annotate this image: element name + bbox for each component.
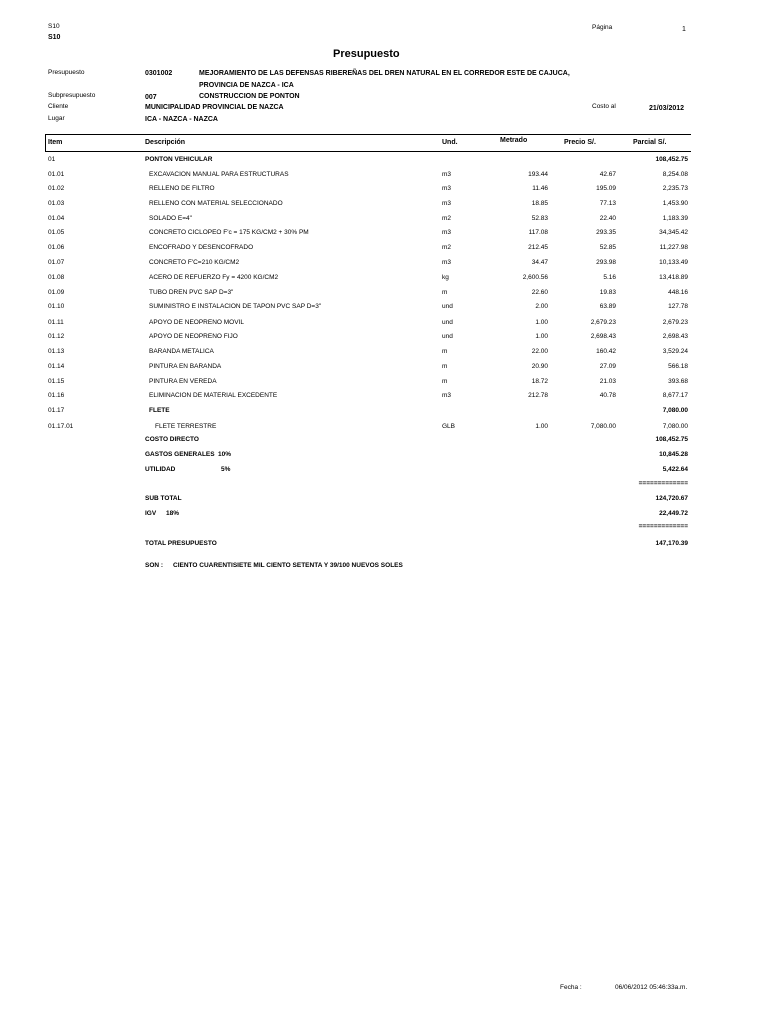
subtotal-value: 124,720.67 (655, 495, 688, 502)
table-row (0, 320, 768, 330)
row-desc: ELIMINACION DE MATERIAL EXCEDENTE (149, 392, 278, 399)
row-und: GLB (442, 423, 456, 430)
row-parcial: 7,080.00 (662, 423, 688, 430)
row-item: 01.15 (48, 378, 65, 385)
row-precio: 2,679.23 (590, 319, 616, 326)
row-precio: 27.09 (599, 363, 616, 370)
row-metrado: 212.45 (528, 244, 548, 251)
cliente-value: MUNICIPALIDAD PROVINCIAL DE NAZCA (145, 104, 284, 111)
row-desc: FLETE TERRESTRE (155, 423, 217, 430)
row-parcial: 13,418.89 (659, 274, 688, 281)
row-item: 01.13 (48, 348, 65, 355)
page-title: Presupuesto (333, 48, 400, 60)
row-item: 01 (48, 156, 56, 163)
igv-pct: 18% (166, 510, 180, 517)
row-precio: 19.83 (599, 289, 616, 296)
col-item: Item (48, 139, 63, 146)
son-label: SON : (145, 562, 164, 569)
row-parcial: 1,183.39 (662, 215, 688, 222)
row-precio: 42.67 (599, 171, 616, 178)
row-metrado: 22.00 (531, 348, 548, 355)
col-metrado: Metrado (500, 137, 528, 144)
row-desc: TUBO DREN PVC SAP D=3" (149, 289, 234, 296)
row-und: m (442, 289, 448, 296)
row-metrado: 34.47 (531, 259, 548, 266)
row-desc: APOYO DE NEOPRENO FIJO (149, 333, 238, 340)
row-parcial: 393.68 (668, 378, 688, 385)
cliente-label: Cliente (48, 103, 69, 110)
row-metrado: 212.78 (528, 392, 548, 399)
row-precio: 40.78 (599, 392, 616, 399)
row-desc: SOLADO E=4" (149, 215, 192, 222)
row-und: m (442, 378, 448, 385)
total-label: TOTAL PRESUPUESTO (145, 540, 217, 547)
row-parcial: 2,235.73 (662, 185, 688, 192)
row-desc: PONTON VEHICULAR (145, 156, 213, 163)
row-item: 01.01 (48, 171, 65, 178)
utilidad-pct: 5% (221, 466, 231, 473)
presupuesto-desc-line1: MEJORAMIENTO DE LAS DEFENSAS RIBEREÑAS DEL DREN NATURAL EN EL CORREDOR ESTE DE CAJUCA, (199, 70, 570, 77)
row-und: m3 (442, 259, 452, 266)
table-row (0, 334, 768, 344)
presupuesto-code: 0301002 (145, 70, 173, 77)
col-descripcion: Descripción (145, 139, 186, 146)
row-item: 01.10 (48, 303, 65, 310)
row-parcial: 127.78 (668, 303, 688, 310)
row-parcial: 566.18 (668, 363, 688, 370)
row-parcial: 1,453.90 (662, 200, 688, 207)
row-und: m3 (442, 200, 452, 207)
row-und: m3 (442, 229, 452, 236)
row-item: 01.04 (48, 215, 65, 222)
row-metrado: 18.85 (531, 200, 548, 207)
row-item: 01.17 (48, 407, 65, 414)
son-text: CIENTO CUARENTISIETE MIL CIENTO SETENTA Y 39/100 NUEVOS SOLES (173, 562, 403, 569)
costo-directo-label: COSTO DIRECTO (145, 436, 199, 443)
row-parcial: 2,698.43 (662, 333, 688, 340)
row-und: m2 (442, 244, 452, 251)
row-parcial: 34,345.42 (659, 229, 688, 236)
row-parcial: 3,529.24 (662, 348, 688, 355)
row-parcial: 11,227.98 (659, 244, 688, 251)
col-und: Und. (442, 139, 458, 146)
row-precio: 5.16 (603, 274, 616, 281)
table-row (0, 245, 768, 255)
subpresupuesto-code: 007 (145, 94, 157, 101)
row-und: m2 (442, 215, 452, 222)
row-metrado: 193.44 (528, 171, 548, 178)
row-parcial: 448.16 (668, 289, 688, 296)
header-left-border (45, 135, 46, 151)
row-precio: 7,080.00 (590, 423, 616, 430)
costo-directo-value: 108,452.75 (655, 436, 688, 443)
row-metrado: 1.00 (535, 333, 548, 340)
system-label: S10 (48, 23, 60, 30)
col-parcial: Parcial S/. (633, 139, 667, 146)
row-desc: PINTURA EN BARANDA (149, 363, 222, 370)
separator-2: ============= (638, 523, 688, 530)
row-desc: BARANDA METALICA (149, 348, 214, 355)
row-item: 01.08 (48, 274, 65, 281)
row-item: 01.06 (48, 244, 65, 251)
row-item: 01.09 (48, 289, 65, 296)
table-row (0, 408, 768, 418)
separator-1: ============= (638, 480, 688, 487)
row-und: m3 (442, 392, 452, 399)
row-und: und (442, 319, 453, 326)
costo-label: Costo al (592, 103, 616, 110)
table-row (0, 424, 768, 434)
row-metrado: 117.08 (528, 229, 548, 236)
row-parcial: 8,254.08 (662, 171, 688, 178)
table-row (0, 230, 768, 240)
table-row (0, 304, 768, 314)
system-label-bold: S10 (48, 34, 61, 41)
row-parcial: 7,080.00 (662, 407, 688, 414)
presupuesto-desc-line2: PROVINCIA DE NAZCA - ICA (199, 82, 294, 89)
row-metrado: 52.83 (531, 215, 548, 222)
col-precio: Precio S/. (564, 139, 596, 146)
row-und: m (442, 363, 448, 370)
table-row (0, 186, 768, 196)
subpresupuesto-desc: CONSTRUCCION DE PONTON (199, 93, 300, 100)
gastos-label: GASTOS GENERALES (145, 451, 215, 458)
row-item: 01.17.01 (48, 423, 74, 430)
table-row (0, 290, 768, 300)
row-item: 01.16 (48, 392, 65, 399)
row-desc: APOYO DE NEOPRENO MOVIL (149, 319, 244, 326)
row-precio: 22.40 (599, 215, 616, 222)
row-parcial: 108,452.75 (655, 156, 688, 163)
row-metrado: 22.60 (531, 289, 548, 296)
row-metrado: 2,600.56 (522, 274, 548, 281)
row-item: 01.14 (48, 363, 65, 370)
table-row (0, 275, 768, 285)
row-desc: PINTURA EN VEREDA (149, 378, 217, 385)
table-row (0, 201, 768, 211)
table-row (0, 216, 768, 226)
row-desc: FLETE (149, 407, 170, 414)
row-desc: SUMINISTRO E INSTALACION DE TAPON PVC SAP D=3" (149, 303, 322, 310)
row-desc: CONCRETO F'C=210 KG/CM2 (149, 259, 240, 266)
row-metrado: 2.00 (535, 303, 548, 310)
row-und: m (442, 348, 448, 355)
row-precio: 293.35 (596, 229, 616, 236)
row-metrado: 18.72 (531, 378, 548, 385)
row-desc: CONCRETO CICLOPEO F'c = 175 KG/CM2 + 30% PM (149, 229, 309, 236)
fecha-value: 06/06/2012 05:46:33a.m. (615, 984, 688, 991)
row-desc: ENCOFRADO Y DESENCOFRADO (149, 244, 254, 251)
row-und: kg (442, 274, 449, 281)
row-metrado: 1.00 (535, 319, 548, 326)
row-item: 01.07 (48, 259, 65, 266)
row-precio: 293.98 (596, 259, 616, 266)
row-parcial: 2,679.23 (662, 319, 688, 326)
fecha-label: Fecha : (560, 984, 582, 991)
subtotal-label: SUB TOTAL (145, 495, 182, 502)
table-row (0, 260, 768, 270)
row-parcial: 8,677.17 (662, 392, 688, 399)
row-precio: 195.09 (596, 185, 616, 192)
row-desc: RELLENO DE FILTRO (149, 185, 215, 192)
row-precio: 2,698.43 (590, 333, 616, 340)
row-precio: 77.13 (599, 200, 616, 207)
utilidad-value: 5,422.64 (662, 466, 688, 473)
row-item: 01.03 (48, 200, 65, 207)
row-und: m3 (442, 171, 452, 178)
row-desc: EXCAVACION MANUAL PARA ESTRUCTURAS (149, 171, 289, 178)
row-item: 01.11 (48, 319, 64, 326)
row-precio: 63.89 (599, 303, 616, 310)
page-label: Página (592, 24, 613, 31)
row-precio: 160.42 (596, 348, 616, 355)
row-metrado: 1.00 (535, 423, 548, 430)
row-und: und (442, 333, 453, 340)
row-desc: ACERO DE REFUERZO Fy = 4200 KG/CM2 (149, 274, 279, 281)
costo-date: 21/03/2012 (649, 105, 685, 112)
lugar-value: ICA - NAZCA - NAZCA (145, 116, 218, 123)
igv-label: IGV (145, 510, 157, 517)
row-metrado: 20.90 (531, 363, 548, 370)
table-row (0, 379, 768, 389)
row-item: 01.12 (48, 333, 65, 340)
table-row (0, 157, 768, 167)
table-row (0, 364, 768, 374)
igv-value: 22,449.72 (659, 510, 688, 517)
row-desc: RELLENO CON MATERIAL SELECCIONADO (149, 200, 283, 207)
row-und: m3 (442, 185, 452, 192)
row-parcial: 10,133.49 (659, 259, 688, 266)
lugar-label: Lugar (48, 115, 65, 122)
gastos-pct: 10% (218, 451, 232, 458)
gastos-value: 10,845.28 (659, 451, 688, 458)
row-item: 01.05 (48, 229, 65, 236)
page-number: 1 (682, 26, 686, 33)
table-row (0, 349, 768, 359)
row-und: und (442, 303, 453, 310)
table-row (0, 393, 768, 403)
row-metrado: 11.46 (532, 185, 548, 192)
utilidad-label: UTILIDAD (145, 466, 176, 473)
total-value: 147,170.39 (655, 540, 688, 547)
row-precio: 21.03 (599, 378, 616, 385)
table-row (0, 172, 768, 182)
subpresupuesto-label: Subpresupuesto (48, 92, 96, 99)
presupuesto-label: Presupuesto (48, 69, 85, 76)
row-item: 01.02 (48, 185, 65, 192)
row-precio: 52.85 (599, 244, 616, 251)
